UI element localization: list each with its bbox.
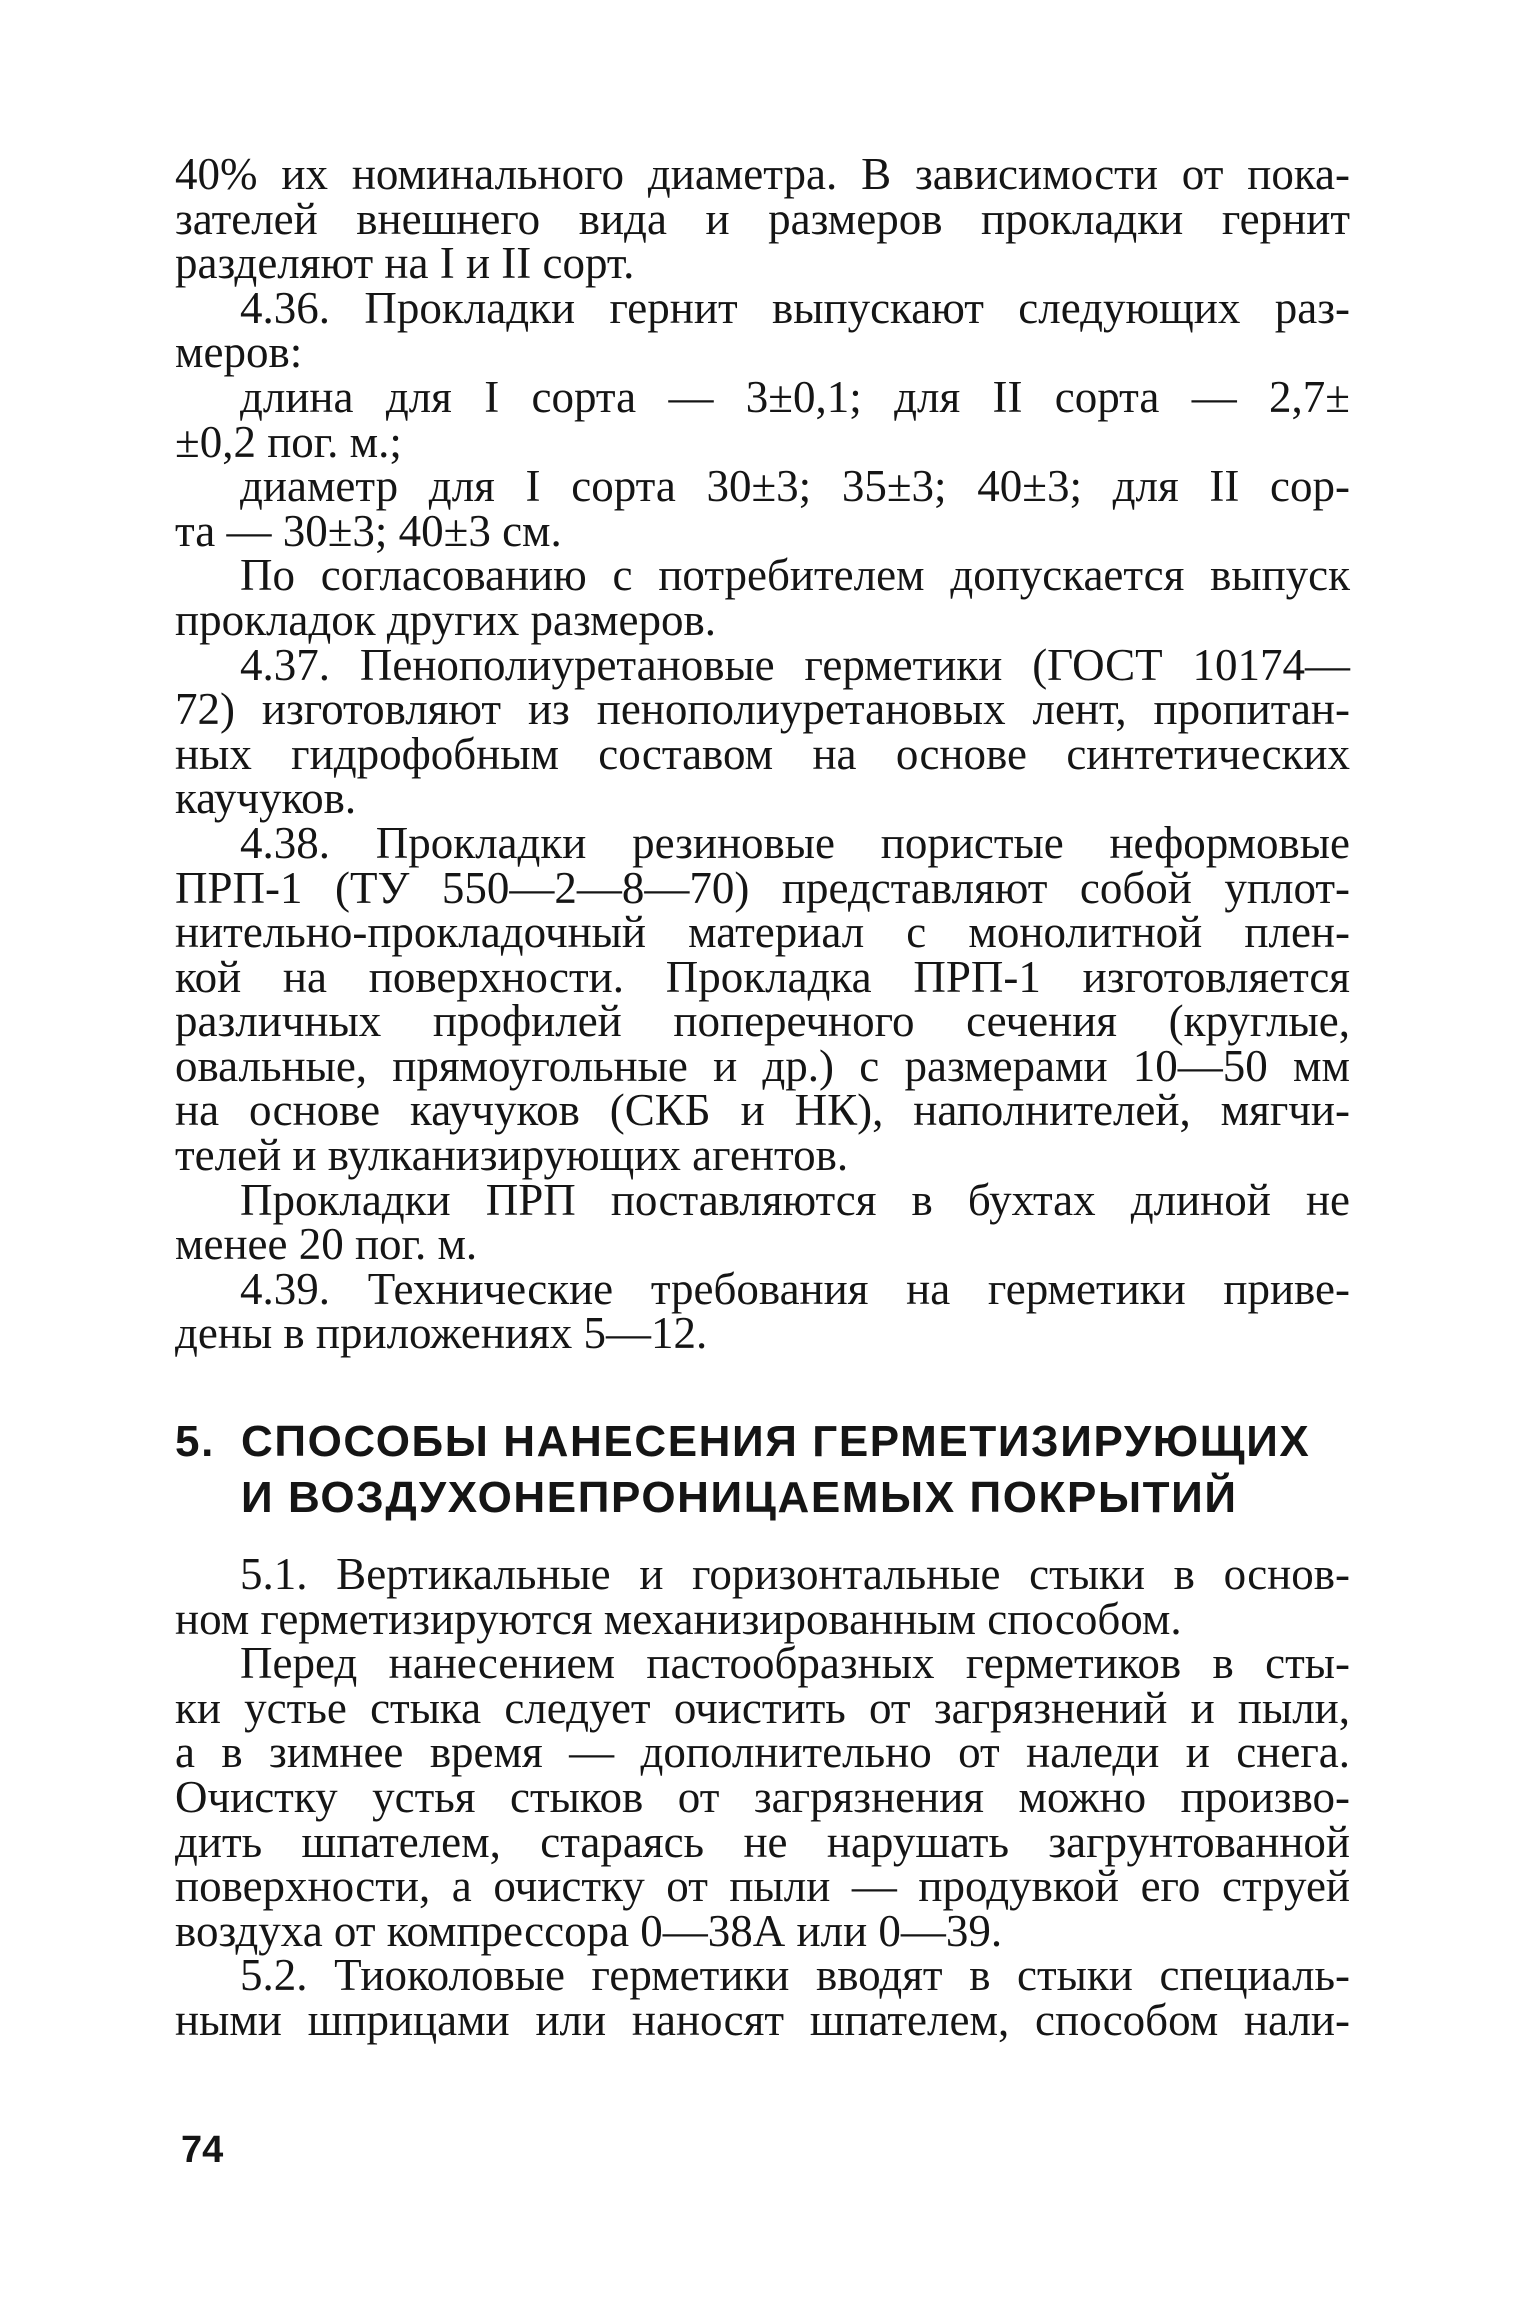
page-number: 74: [181, 2129, 224, 2171]
paragraph: [175, 371, 1350, 467]
text-line: ПРП-1 (ТУ 550—2—8—70) представляют собой уплот-: [175, 862, 1350, 913]
paragraph: [175, 1263, 1350, 1359]
text-line: нительно-прокладочный материал с монолитной плен-: [175, 907, 1350, 958]
text-line: ки устье стыка следует очистить от загрязнений и пыли,: [175, 1682, 1350, 1733]
paragraph: [175, 1549, 1350, 1644]
section-title-part-1: СПОСОБЫ НАНЕСЕНИЯ ГЕРМЕТИЗИРУЮЩИХ: [241, 1417, 1311, 1467]
text-line: 4.37. Пенополиуретановые герметики (ГОСТ 10174—: [240, 639, 1350, 690]
text-line: прокладок других размеров.: [175, 594, 717, 645]
text-line: Прокладки ПРП поставляются в бухтах длиной не: [240, 1174, 1350, 1225]
text-line: телей и вулканизирующих агентов.: [175, 1130, 849, 1181]
text-line: 4.38. Прокладки резиновые пористые неформовые: [240, 817, 1350, 868]
text-line: дить шпателем, стараясь не нарушать загрунтованной: [175, 1816, 1350, 1867]
text-line: 40% их номинального диаметра. В зависимости от пока-: [175, 149, 1350, 199]
text-line: на основе каучуков (СКБ и НК), наполнителей, мягчи-: [175, 1085, 1350, 1136]
text-line: ном герметизируются механизированным способом.: [175, 1593, 1182, 1644]
text-line: 4.36. Прокладки гернит выпускают следующих раз-: [240, 282, 1350, 333]
section-heading: [175, 1414, 1350, 1526]
paragraph: [175, 282, 1350, 378]
page-text: [175, 149, 1350, 2045]
paragraph: [175, 461, 1350, 556]
paragraph: [175, 1174, 1350, 1270]
text-line: поверхности, а очистку от пыли — продувкой его струей: [175, 1861, 1350, 1912]
text-line: овальные, прямоугольные и др.) с размерами 10—50 мм: [175, 1040, 1350, 1091]
section-heading-line-1: [175, 1414, 1350, 1470]
text-line: менее 20 пог. м.: [175, 1219, 478, 1270]
text-line: 5.1. Вертикальные и горизонтальные стыки в основ-: [240, 1549, 1350, 1600]
text-line: 5.2. Тиоколовые герметики вводят в стыки специаль-: [240, 1950, 1350, 2001]
text-line: Перед нанесением пастообразных герметиков в сты-: [240, 1638, 1350, 1689]
text-line: воздуха от компрессора 0—38А или 0—39.: [175, 1905, 1003, 1956]
text-line: каучуков.: [175, 773, 357, 824]
text-line: разделяют на I и II сорт.: [175, 238, 635, 289]
paragraph: [175, 1950, 1350, 2045]
paragraph: [175, 550, 1350, 645]
paragraph: [175, 639, 1350, 824]
text-line: ных гидрофобным составом на основе синтетических: [175, 728, 1350, 779]
text-line: ±0,2 пог. м.;: [175, 416, 402, 467]
text-line: Очистку устья стыков от загрязнения можно произво-: [175, 1772, 1350, 1822]
section-title-part-2: И ВОЗДУХОНЕПРОНИЦАЕМЫХ ПОКРЫТИЙ: [241, 1473, 1238, 1523]
text-line: зателей внешнего вида и размеров прокладки гернит: [175, 193, 1350, 244]
text-line: та — 30±3; 40±3 см.: [175, 505, 562, 556]
paragraph: [175, 1638, 1350, 1956]
paragraphs-before-section: [175, 149, 1350, 1359]
paragraph: [175, 149, 1350, 289]
text-line: дены в приложениях 5—12.: [175, 1308, 708, 1359]
paragraph: [175, 817, 1350, 1181]
text-line: длина для I сорта — 3±0,1; для II сорта — 2,7±: [240, 371, 1350, 422]
text-line: кой на поверхности. Прокладка ПРП-1 изготовляется: [175, 951, 1350, 1002]
text-line: а в зимнее время — дополнительно от наледи и снега.: [175, 1727, 1350, 1778]
text-line: ными шприцами или наносят шпателем, способом нали-: [175, 1994, 1350, 2045]
text-line: 72) изготовляют из пенополиуретановых лент, пропитан-: [175, 684, 1350, 735]
text-line: меров:: [175, 327, 303, 378]
text-line: 4.39. Технические требования на герметики приве-: [240, 1263, 1350, 1314]
text-line: различных профилей поперечного сечения (круглые,: [175, 996, 1350, 1047]
text-line: диаметр для I сорта 30±3; 35±3; 40±3; для II сор-: [240, 461, 1350, 512]
paragraphs-after-section: [175, 1549, 1350, 2045]
text-line: По согласованию с потребителем допускается выпуск: [240, 550, 1350, 601]
section-number: 5.: [175, 1417, 215, 1467]
